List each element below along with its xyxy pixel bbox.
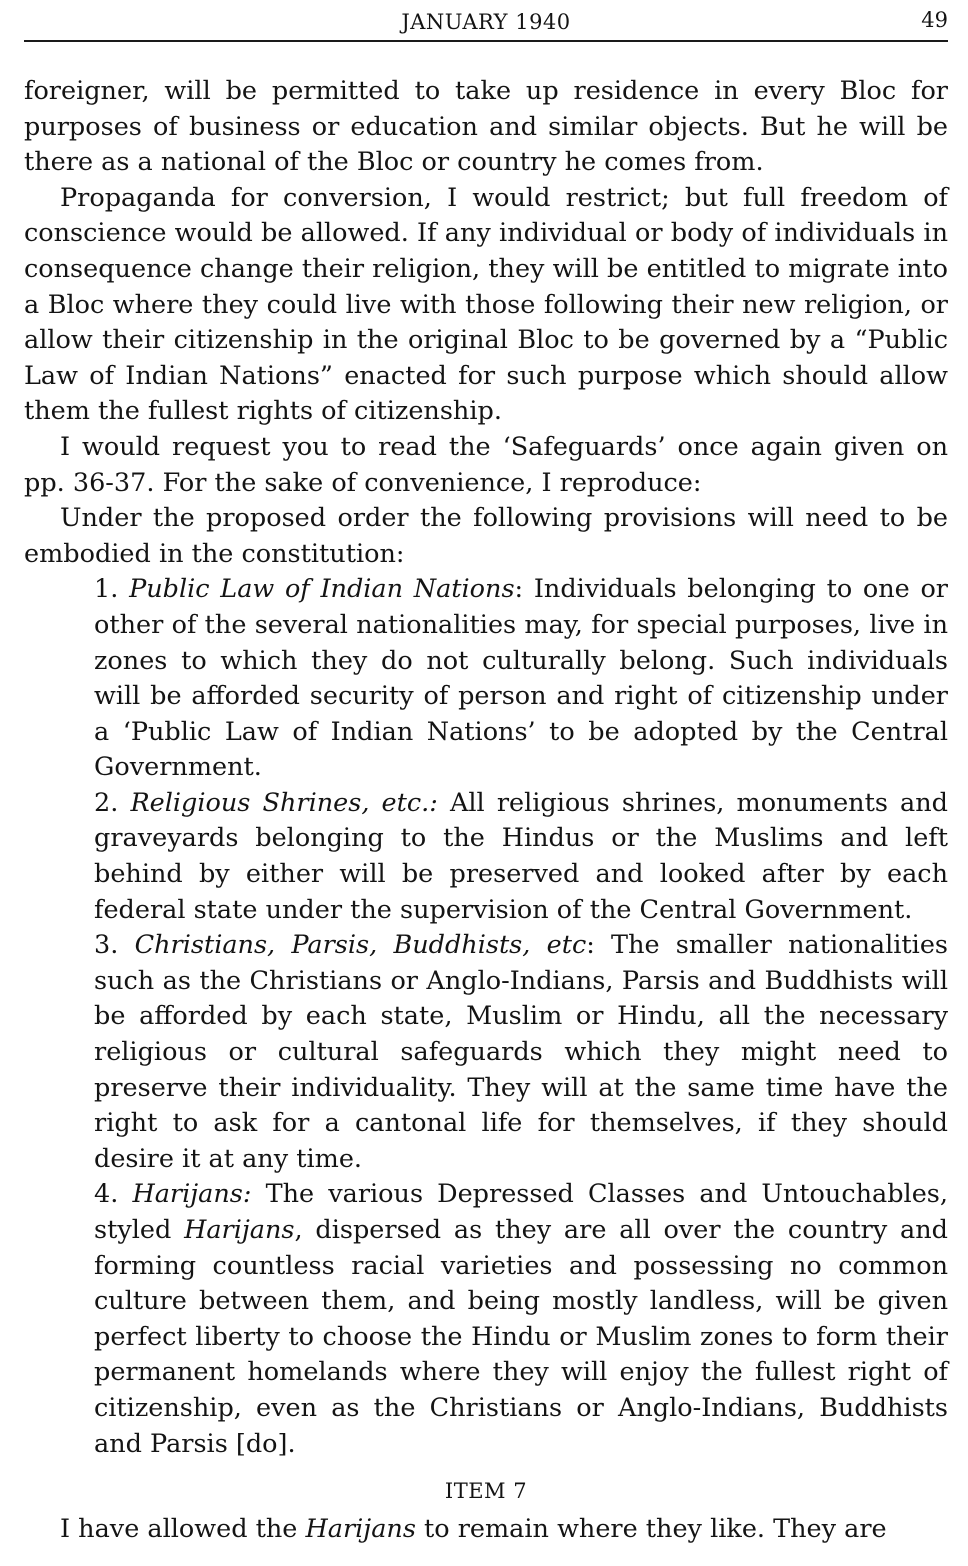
provision-title: Christians, Parsis, Buddhists, etc <box>134 930 587 961</box>
item-7-text: to remain where they like. They are <box>415 1513 887 1544</box>
running-head: JANUARY 1940 <box>401 10 571 34</box>
provision-text: : Individuals belonging to one or other of the several nationalities may, for special purposes, live in zones to which they do not culturally belong. Such individuals will be afforded security of person and right of citizenship under a ‘Public Law of Indian Nations’ to be adopted by the Central Government. <box>94 574 948 783</box>
item-7-emphasis: Harijans <box>305 1513 416 1544</box>
page-body <box>24 74 948 1547</box>
page-number: 49 <box>921 8 948 32</box>
paragraph-item-7 <box>24 1512 948 1548</box>
provisions-list <box>94 572 948 1462</box>
provision-text: All religious shrines, monuments and graveyards belonging to the Hindus or the Muslims and left behind by either will be preserved and looked after by each federal state under the supervision of the Central Government. <box>94 787 948 925</box>
paragraph-propaganda: Propaganda for conversion, I would restrict; but full freedom of conscience would be allowed. If any individual or body of individuals in consequence change their religion, they will be entitled to migrate into a Bloc where they could live with those following their new religion, or allow their citizenship in the original Bloc to be governed by a “Public Law of Indian Nations” enacted for such purpose which should allow them the fullest rights of citizenship. <box>24 182 948 427</box>
provision-title: Religious Shrines, etc.: <box>130 787 438 818</box>
provision-4 <box>94 1177 948 1462</box>
provision-text: The various Depressed Classes and Untouchables, styled <box>94 1179 948 1245</box>
item-7-heading: ITEM 7 <box>444 1479 528 1504</box>
provision-text: : The smaller nationalities such as the Christians or Anglo-Indians, Parsis and Buddhists will be afforded by each state, Muslim or Hindu, all the necessary religious or cultural safeguards which they might need to preserve their individuality. They will at the same time have the right to ask for a cantonal life for themselves, if they should desire it at any time. <box>94 930 948 1174</box>
provision-text: , dispersed as they are all over the country and forming countless racial varieties and possessing no common culture between them, and being mostly landless, will be given perfect liberty to choose the Hindu or Muslim zones to form their permanent homelands where they will enjoy the fullest right of citizenship, even as the Christians or Anglo-Indians, Buddhists and Parsis [do]. <box>94 1215 948 1459</box>
provision-2 <box>94 786 948 928</box>
provision-number: 3. <box>94 930 119 961</box>
item-7-text: I have allowed the <box>60 1513 306 1544</box>
provision-title: Harijans: <box>132 1179 252 1210</box>
provision-number: 1. <box>94 574 119 605</box>
provision-1 <box>94 572 948 786</box>
paragraph-safeguards-request: I would request you to read the ‘Safeguards’ once again given on pp. 36-37. For the sake of convenience, I reproduce: <box>24 431 948 498</box>
paragraph-proposed-order: Under the proposed order the following provisions will need to be embodied in the constitution: <box>24 503 948 569</box>
provision-title: Public Law of Indian Nations <box>129 574 515 605</box>
provision-number: 4. <box>94 1179 119 1210</box>
page-header <box>24 4 948 42</box>
provision-3 <box>94 928 948 1177</box>
paragraph-continuation: foreigner, will be permitted to take up residence in every Bloc for purposes of business or education and similar objects. But he will be there as a national of the Bloc or country he comes from. <box>24 76 948 178</box>
provision-number: 2. <box>94 787 119 818</box>
provision-emphasis: Harijans <box>184 1215 295 1245</box>
